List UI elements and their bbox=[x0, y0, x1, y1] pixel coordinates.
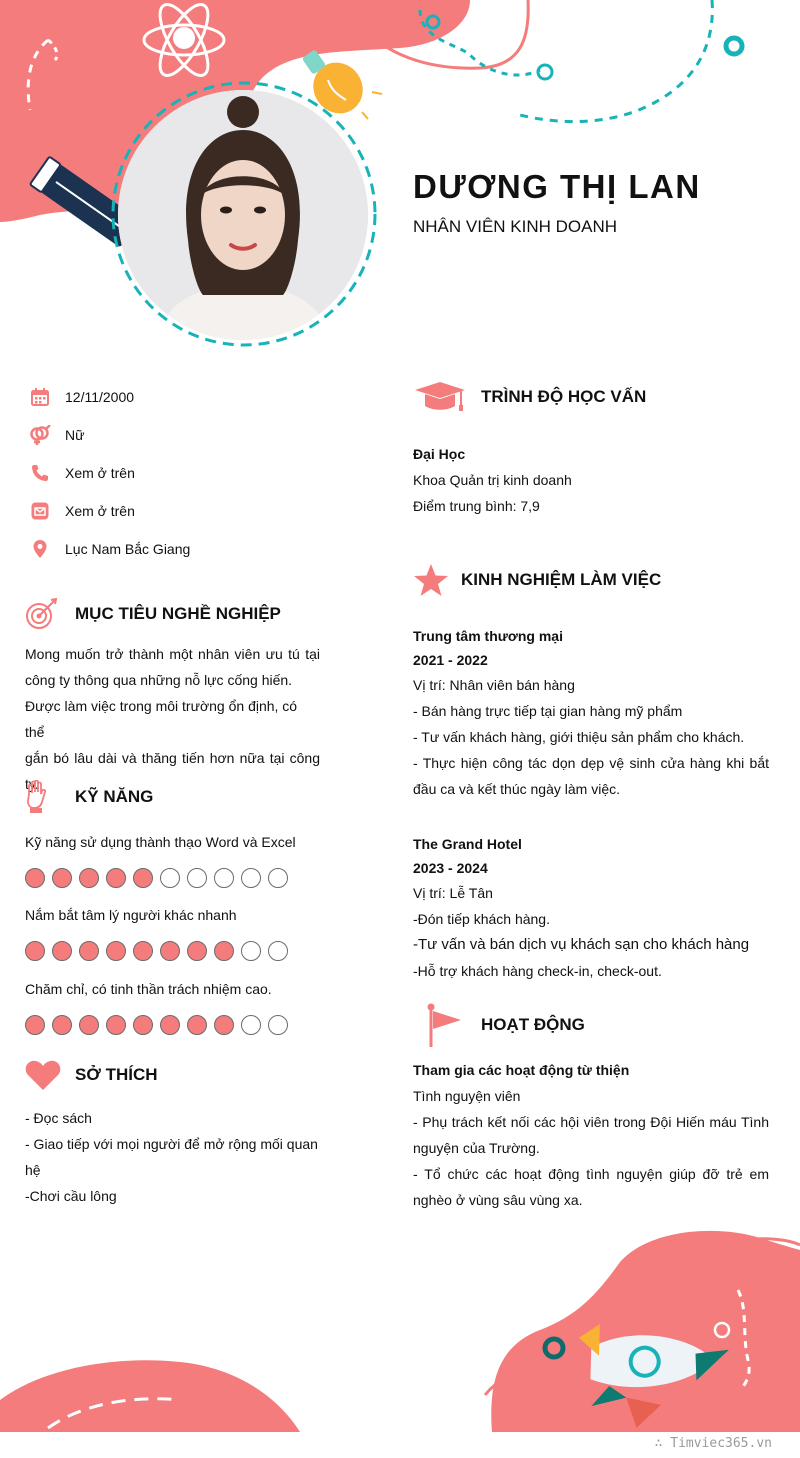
contact-email bbox=[28, 499, 135, 523]
rating-dot-filled bbox=[160, 941, 180, 961]
hobby-line: - Giao tiếp với mọi người để mở rộng mối quan bbox=[25, 1136, 318, 1152]
rating-dot-filled bbox=[79, 941, 99, 961]
job-period: 2021 - 2022 bbox=[413, 652, 488, 668]
rating-dot-empty bbox=[268, 941, 288, 961]
job-company: The Grand Hotel bbox=[413, 836, 522, 852]
location-icon bbox=[28, 537, 52, 561]
job-line: -Tư vấn và bán dịch vụ khách sạn cho khách hàng bbox=[413, 936, 750, 953]
skill-rating bbox=[25, 1015, 288, 1035]
contact-phone bbox=[28, 461, 135, 485]
rating-dot-empty bbox=[187, 868, 207, 888]
objective-line: Được làm việc trong môi trường ổn định, có thể bbox=[25, 698, 298, 740]
candidate-name: DƯƠNG THỊ LAN bbox=[413, 168, 701, 205]
rating-dot-filled bbox=[133, 868, 153, 888]
education-heading bbox=[413, 380, 646, 414]
education-title: TRÌNH ĐỘ HỌC VẤN bbox=[481, 387, 647, 406]
activity-line: - Tổ chức các hoạt động tình nguyện giúp đỡ trẻ em bbox=[413, 1166, 769, 1182]
education-degree: Đại Học bbox=[413, 446, 466, 462]
activities-details bbox=[413, 1057, 769, 1213]
email-icon bbox=[28, 499, 52, 523]
education-details bbox=[413, 441, 773, 519]
rating-dot-filled bbox=[52, 868, 72, 888]
contact-gender bbox=[28, 423, 84, 447]
gender-icon bbox=[28, 423, 52, 447]
activity-line: Tình nguyện viên bbox=[413, 1088, 521, 1104]
rating-dot-filled bbox=[187, 1015, 207, 1035]
calendar-icon bbox=[28, 385, 52, 409]
activity-name: Tham gia các hoạt động từ thiện bbox=[413, 1062, 630, 1078]
skill-label: Kỹ năng sử dụng thành thạo Word và Excel bbox=[25, 834, 296, 850]
rating-dot-empty bbox=[214, 868, 234, 888]
birthdate-text: 12/11/2000 bbox=[65, 389, 135, 405]
rating-dot-filled bbox=[214, 941, 234, 961]
flag-icon bbox=[413, 1003, 467, 1047]
job-company: Trung tâm thương mại bbox=[413, 628, 563, 644]
experience-heading bbox=[413, 563, 661, 597]
rating-dot-filled bbox=[106, 868, 126, 888]
objective-line: ty. bbox=[25, 776, 39, 792]
hobby-line: - Đọc sách bbox=[25, 1110, 92, 1126]
activity-line: nguyện của Trường. bbox=[413, 1140, 540, 1156]
skills-heading bbox=[25, 780, 153, 814]
phone-icon bbox=[28, 461, 52, 485]
skill-rating bbox=[25, 941, 288, 961]
education-gpa: Điểm trung bình: 7,9 bbox=[413, 498, 540, 514]
rating-dot-empty bbox=[241, 868, 261, 888]
hobby-line: hệ bbox=[25, 1162, 41, 1178]
profile-photo bbox=[118, 90, 368, 340]
rating-dot-filled bbox=[133, 941, 153, 961]
hand-icon bbox=[25, 780, 59, 814]
rating-dot-empty bbox=[268, 1015, 288, 1035]
job-line: - Tư vấn khách hàng, giới thiệu sản phẩm cho khách. bbox=[413, 729, 745, 745]
job-line: Vị trí: Nhân viên bán hàng bbox=[413, 677, 575, 693]
address-text: Lục Nam Bắc Giang bbox=[65, 541, 191, 557]
objective-text bbox=[25, 641, 320, 797]
contact-address bbox=[28, 537, 190, 561]
activities-heading bbox=[413, 1003, 585, 1047]
rating-dot-filled bbox=[25, 941, 45, 961]
job-line: -Hỗ trợ khách hàng check-in, check-out. bbox=[413, 963, 662, 979]
watermark: ∴ Timviec365.vn bbox=[654, 1436, 772, 1451]
gender-text: Nữ bbox=[65, 427, 85, 443]
hobbies-title: SỞ THÍCH bbox=[75, 1065, 158, 1084]
rating-dot-filled bbox=[214, 1015, 234, 1035]
rating-dot-filled bbox=[79, 1015, 99, 1035]
target-icon bbox=[25, 597, 59, 631]
job-line: - Thực hiện công tác dọn dẹp vệ sinh cửa hàng khi bắt bbox=[413, 755, 769, 771]
experience-title: KINH NGHIỆM LÀM VIỆC bbox=[461, 570, 662, 589]
job-title: NHÂN VIÊN KINH DOANH bbox=[413, 217, 618, 236]
rating-dot-filled bbox=[160, 1015, 180, 1035]
job-period: 2023 - 2024 bbox=[413, 860, 488, 876]
activity-line: nghèo ở vùng sâu vùng xa. bbox=[413, 1192, 583, 1208]
rating-dot-empty bbox=[241, 1015, 261, 1035]
rating-dot-filled bbox=[52, 941, 72, 961]
skill-label: Chăm chỉ, có tinh thần trách nhiệm cao. bbox=[25, 981, 272, 997]
objective-line: công ty thông qua những nỗ lực cống hiến. bbox=[25, 672, 293, 688]
email-text: Xem ở trên bbox=[65, 503, 135, 519]
rating-dot-empty bbox=[241, 941, 261, 961]
rating-dot-filled bbox=[79, 868, 99, 888]
hobby-line: -Chơi cầu lông bbox=[25, 1188, 117, 1204]
phone-text: Xem ở trên bbox=[65, 465, 135, 481]
graduation-cap-icon bbox=[413, 380, 467, 414]
activity-line: - Phụ trách kết nối các hội viên trong Đội Hiến máu Tình bbox=[413, 1114, 769, 1130]
contact-birthdate bbox=[28, 385, 134, 409]
rating-dot-filled bbox=[25, 868, 45, 888]
hobbies-heading bbox=[25, 1060, 158, 1090]
job-line: -Đón tiếp khách hàng. bbox=[413, 911, 550, 927]
experience-job bbox=[413, 624, 769, 802]
star-icon bbox=[413, 563, 449, 597]
rating-dot-filled bbox=[106, 1015, 126, 1035]
job-line: đầu ca và kết thúc ngày làm việc. bbox=[413, 781, 620, 797]
rating-dot-empty bbox=[160, 868, 180, 888]
rating-dot-filled bbox=[25, 1015, 45, 1035]
job-line: Vị trí: Lễ Tân bbox=[413, 885, 493, 901]
hobbies-text bbox=[25, 1105, 325, 1209]
rating-dot-empty bbox=[268, 868, 288, 888]
job-line: - Bán hàng trực tiếp tại gian hàng mỹ phẩm bbox=[413, 703, 683, 719]
skill-rating bbox=[25, 868, 288, 888]
rating-dot-filled bbox=[52, 1015, 72, 1035]
experience-job bbox=[413, 832, 769, 984]
skills-title: KỸ NĂNG bbox=[75, 787, 154, 806]
skill-label: Nắm bắt tâm lý người khác nhanh bbox=[25, 907, 237, 923]
objective-line: gắn bó lâu dài và thăng tiến hơn nữa tại công bbox=[25, 750, 320, 766]
rating-dot-filled bbox=[187, 941, 207, 961]
objective-title: MỤC TIÊU NGHỀ NGHIỆP bbox=[75, 604, 281, 623]
rating-dot-filled bbox=[106, 941, 126, 961]
education-faculty: Khoa Quản trị kinh doanh bbox=[413, 472, 572, 488]
portrait-illustration bbox=[118, 90, 368, 340]
rating-dot-filled bbox=[133, 1015, 153, 1035]
heart-icon bbox=[25, 1060, 61, 1090]
objective-heading bbox=[25, 597, 281, 631]
activities-title: HOẠT ĐỘNG bbox=[481, 1015, 585, 1034]
objective-line: Mong muốn trở thành một nhân viên ưu tú tại bbox=[25, 646, 320, 662]
